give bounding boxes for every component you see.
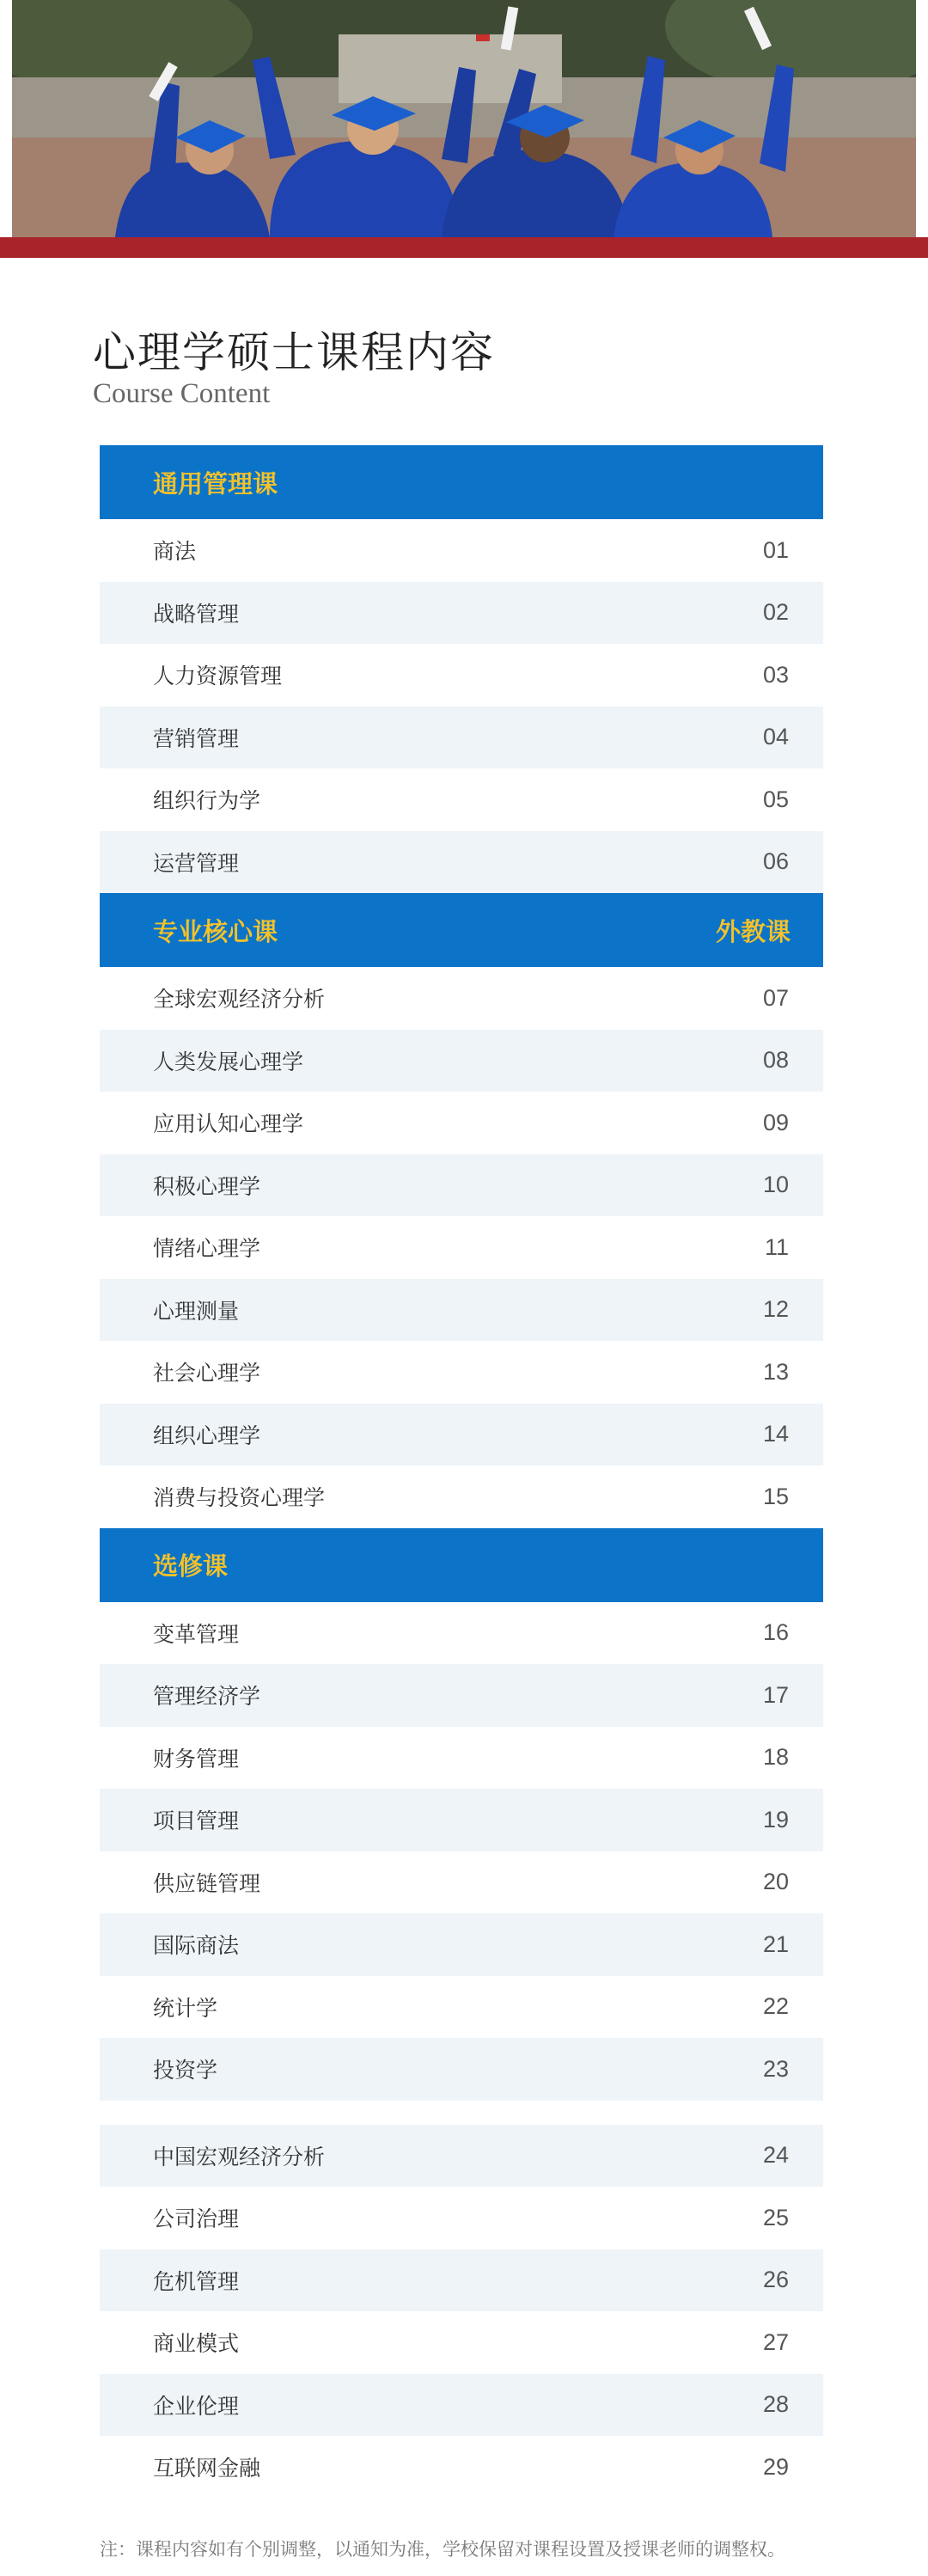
- course-name: 组织行为学: [153, 788, 261, 814]
- course-row: [100, 1465, 823, 1528]
- course-number: 15: [762, 1483, 789, 1509]
- course-number: 18: [762, 1744, 789, 1771]
- course-row: [100, 1664, 823, 1727]
- page-title: 心理学硕士课程内容: [93, 327, 495, 377]
- section-header-core-courses: [100, 893, 823, 967]
- course-name: 管理经济学: [153, 1684, 261, 1710]
- table-spacer: [100, 2101, 823, 2125]
- course-row: [100, 1341, 823, 1404]
- course-number: 04: [762, 724, 789, 750]
- course-number: 13: [762, 1358, 789, 1385]
- course-number: 29: [762, 2453, 789, 2480]
- course-row: [100, 519, 823, 582]
- course-name: 公司治理: [153, 2206, 240, 2232]
- course-number: 08: [762, 1047, 789, 1074]
- course-name: 心理测量: [153, 1298, 240, 1324]
- section-title: 专业核心课: [153, 916, 278, 946]
- course-row: [100, 831, 823, 894]
- course-number: 25: [762, 2204, 789, 2230]
- section-title: 选修课: [153, 1551, 229, 1581]
- course-number: 02: [762, 599, 789, 626]
- course-number: 19: [762, 1806, 789, 1833]
- course-name: 中国宏观经济分析: [153, 2144, 326, 2169]
- course-number: 03: [762, 661, 789, 688]
- hero-accent-bar: [0, 237, 928, 258]
- course-row: [100, 967, 823, 1030]
- course-row: [100, 1976, 823, 2039]
- course-row: [100, 1913, 823, 1976]
- course-name: 应用认知心理学: [153, 1111, 304, 1137]
- footnote: 注：课程内容如有个别调整，以通知为准，学校保留对课程设置及授课老师的调整权。: [100, 2539, 785, 2560]
- course-name: 投资学: [153, 2058, 218, 2083]
- course-row: [100, 582, 823, 645]
- course-number: 26: [762, 2267, 789, 2293]
- course-row: [100, 707, 823, 769]
- course-row: [100, 1404, 823, 1466]
- course-name: 人力资源管理: [153, 664, 283, 689]
- course-row: [100, 1279, 823, 1342]
- course-name: 全球宏观经济分析: [153, 987, 326, 1013]
- course-row: [100, 2311, 823, 2374]
- course-name: 消费与投资心理学: [153, 1485, 326, 1511]
- course-row: [100, 1154, 823, 1217]
- section-header-electives: [100, 1528, 823, 1602]
- course-name: 战略管理: [153, 601, 240, 627]
- course-name: 运营管理: [153, 850, 240, 876]
- graduates-illustration: [12, 0, 916, 237]
- course-name: 营销管理: [153, 725, 240, 751]
- course-number: 21: [762, 1930, 789, 1957]
- course-row: [100, 2436, 823, 2499]
- course-number: 11: [764, 1233, 789, 1260]
- course-number: 10: [762, 1172, 789, 1198]
- course-row: [100, 1727, 823, 1790]
- course-name: 互联网金融: [153, 2456, 261, 2481]
- course-number: 24: [762, 2142, 789, 2169]
- page-subtitle-en: Course Content: [93, 378, 271, 409]
- course-number: 27: [762, 2328, 789, 2355]
- course-name: 危机管理: [153, 2268, 240, 2294]
- course-number: 09: [762, 1109, 789, 1135]
- course-number: 14: [762, 1421, 789, 1447]
- section-title: 通用管理课: [153, 468, 278, 499]
- course-row: [100, 768, 823, 831]
- course-name: 积极心理学: [153, 1173, 261, 1199]
- course-number: 01: [762, 536, 789, 563]
- section-header-general-management: [100, 445, 823, 519]
- graduation-hero-image: [12, 0, 916, 237]
- course-number: 05: [762, 786, 789, 812]
- course-row: [100, 1216, 823, 1279]
- course-name: 人类发展心理学: [153, 1049, 304, 1074]
- section-tag: 外教课: [715, 916, 791, 946]
- course-row: [100, 2374, 823, 2437]
- course-name: 项目管理: [153, 1808, 240, 1834]
- course-number: 12: [762, 1296, 789, 1323]
- course-row: [100, 1092, 823, 1154]
- course-name: 供应链管理: [153, 1870, 261, 1896]
- course-name: 社会心理学: [153, 1361, 261, 1386]
- course-table: [100, 445, 823, 2499]
- course-name: 商法: [153, 539, 197, 565]
- course-name: 变革管理: [153, 1621, 240, 1647]
- course-row: [100, 2187, 823, 2249]
- course-row: [100, 2038, 823, 2101]
- course-number: 28: [762, 2391, 789, 2418]
- course-number: 16: [762, 1619, 789, 1646]
- course-row: [100, 1030, 823, 1092]
- course-number: 22: [762, 1993, 789, 2020]
- course-row: [100, 644, 823, 707]
- course-row: [100, 1602, 823, 1665]
- course-number: 07: [762, 984, 789, 1011]
- course-number: 06: [762, 848, 789, 875]
- course-name: 企业伦理: [153, 2393, 240, 2419]
- course-name: 组织心理学: [153, 1423, 261, 1448]
- course-number: 17: [762, 1681, 789, 1708]
- course-name: 财务管理: [153, 1746, 240, 1771]
- course-row: [100, 2249, 823, 2312]
- course-row: [100, 1789, 823, 1851]
- course-number: 20: [762, 1869, 789, 1895]
- course-name: 商业模式: [153, 2331, 240, 2357]
- course-name: 国际商法: [153, 1933, 240, 1959]
- course-name: 情绪心理学: [153, 1236, 261, 1262]
- course-row: [100, 2125, 823, 2187]
- course-row: [100, 1851, 823, 1914]
- course-number: 23: [762, 2055, 789, 2082]
- course-name: 统计学: [153, 1995, 218, 2021]
